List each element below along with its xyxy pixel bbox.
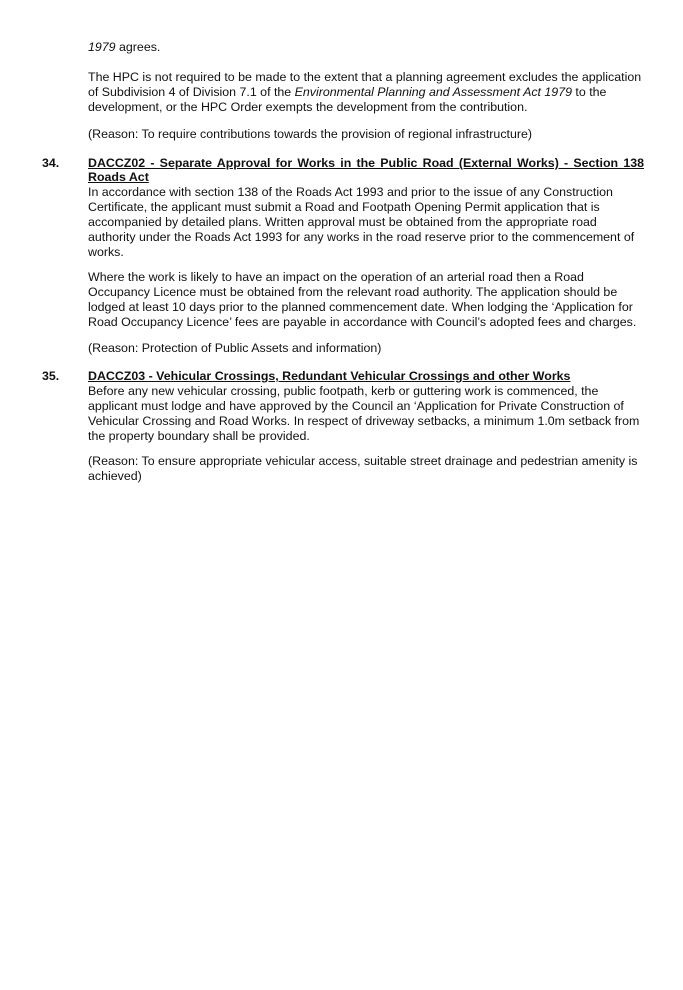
condition-number-35: 35. [42,369,60,383]
hpc-text-b: to the development, or the HPC Order exempts the development from the contribution. [88,85,607,114]
continuation-line [88,40,644,55]
condition-35-reason: (Reason: To ensure appropriate vehicular access, suitable street drainage and pedestrian amenity is achieved) [88,454,638,483]
act-title: Environmental Planning and Assessment Act 1979 [294,85,572,99]
act-year: 1979 [88,40,116,54]
condition-number-34: 34. [42,156,60,170]
hpc-paragraph [88,70,644,115]
condition-34-reason: (Reason: Protection of Public Assets and information) [88,341,382,355]
intro-reason: (Reason: To require contributions towards the provision of regional infrastructure) [88,127,532,141]
continuation-text: agrees. [115,40,161,54]
condition-34-paragraph-1: In accordance with section 138 of the Roads Act 1993 and prior to the issue of any Construction Certificate, the applicant must submit a Road and Footpath Opening Permit application that is accompanied by detailed plans. Written approval must be obtained from the appropriate road authority under the Roads Act 1993 for any works in the road reserve prior to the commencement of works. [88,185,635,259]
condition-heading-34-line2: Roads Act [88,170,149,184]
condition-heading-34-line1: DACCZ02 - Separate Approval for Works in the Public Road (External Works) - Section 138 [88,156,644,170]
condition-35-paragraph-1: Before any new vehicular crossing, public footpath, kerb or guttering work is commenced, the applicant must lodge and have approved by the Council an ‘Application for Private Construction of Vehicular Crossing and Road Works. In respect of driveway setbacks, a minimum 1.0m setback from the property boundary shall be provided. [88,384,640,443]
condition-34-paragraph-2: Where the work is likely to have an impact on the operation of an arterial road then a Road Occupancy Licence must be obtained from the relevant road authority. The application should be lodged at least 10 days prior to the planned commencement date. When lodging the ‘Application for Road Occupancy Licence’ fees are payable in accordance with Council’s adopted fees and charges. [88,270,637,329]
hpc-text-a: The HPC is not required to be made to the extent that a planning agreement excludes the application of Subdivision 4 of Division 7.1 of the [88,70,642,99]
condition-heading-35: DACCZ03 - Vehicular Crossings, Redundant Vehicular Crossings and other Works [88,369,571,383]
